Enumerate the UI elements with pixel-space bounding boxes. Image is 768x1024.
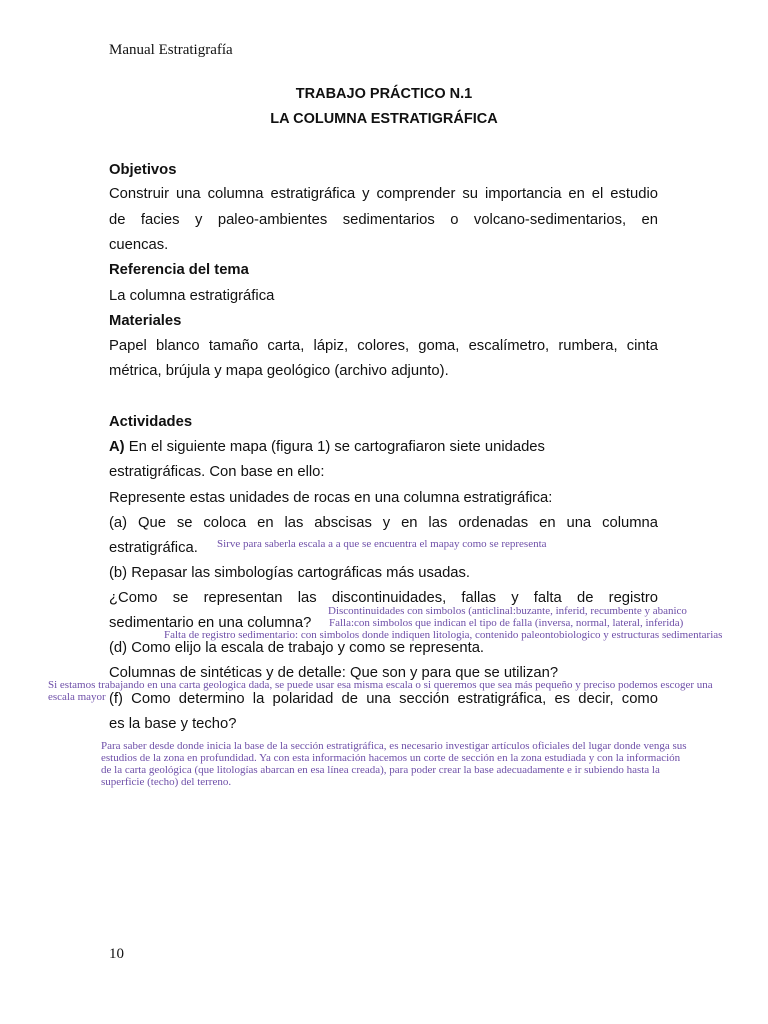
actividades-heading: Actividades	[109, 414, 193, 430]
actividad-a-line-3: Represente estas unidades de rocas en una columna estratigráfica:	[109, 490, 553, 506]
question-a-line-2: estratigráfica.	[109, 540, 198, 556]
annotation-faults: Falla:con simbolos que indican el tipo de falla (inversa, normal, lateral, inferida)	[329, 617, 684, 629]
materiales-line-1: Papel blanco tamaño carta, lápiz, colores, goma, escalímetro, rumbera, cinta	[109, 338, 658, 354]
annotation-polarity-4: superficie (techo) del terreno.	[101, 776, 232, 788]
referencia-text: La columna estratigráfica	[109, 288, 275, 304]
referencia-heading: Referencia del tema	[109, 262, 249, 278]
actividad-a-line-1	[109, 439, 658, 455]
question-c-line-2: sedimentario en una columna?	[109, 615, 312, 631]
question-c-line-1: ¿Como se representan las discontinuidades, fallas y falta de registro	[109, 590, 658, 606]
annotation-scale: Sirve para saberla escala a a que se encuentra el mapay como se representa	[217, 538, 547, 550]
annotation-missing-record: Falta de registro sedimentario: con simbolos donde indiquen litologia, contenido paleontobiologico y estructuras sedimentarias	[164, 629, 723, 641]
question-d: (d) Como elijo la escala de trabajo y como se representa.	[109, 640, 485, 656]
title-stratigraphic-column: LA COLUMNA ESTRATIGRÁFICA	[270, 111, 498, 127]
objetivos-line-2: de facies y paleo-ambientes sedimentarios o volcano-sedimentarios, en	[109, 212, 658, 228]
objetivos-line-1: Construir una columna estratigráfica y comprender su importancia en el estudio	[109, 186, 658, 202]
actividad-a-line-2: estratigráficas. Con base en ello:	[109, 464, 325, 480]
actividad-a-text: En el siguiente mapa (figura 1) se cartografiaron siete unidades	[124, 439, 545, 455]
annotation-polarity-2: estudios de la zona en profundidad. Ya con esta información hacemos un corte de sección en la zona estudiada y con la información	[101, 752, 681, 764]
objetivos-line-3: cuencas.	[109, 237, 169, 253]
question-b: (b) Repasar las simbologías cartográficas más usadas.	[109, 565, 471, 581]
materiales-heading: Materiales	[109, 313, 182, 329]
annotation-work-scale-1: Si estamos trabajando en una carta geologica dada, se puede usar esa misma escala o si queremos que sea más pequeño y preciso podemos escoger una	[48, 679, 713, 691]
question-f-line-2: es la base y techo?	[109, 716, 237, 732]
annotation-polarity-3: de la carta geológica (que litologías abarcan en esa línea creada), para poder crear la base adecuadamente e ir subiendo hasta la	[101, 764, 660, 776]
annotation-work-scale-2: escala mayor	[48, 691, 106, 703]
running-header: Manual Estratigrafía	[109, 42, 233, 58]
title-practical-work: TRABAJO PRÁCTICO N.1	[295, 86, 473, 102]
question-a-line-1: (a) Que se coloca en las abscisas y en las ordenadas en una columna	[109, 515, 658, 531]
page-number: 10	[109, 946, 124, 962]
question-e: Columnas de sintéticas y de detalle: Que son y para que se utilizan?	[109, 665, 559, 681]
annotation-discontinuities: Discontinuidades con simbolos (anticlinal:buzante, inferid, recumbente y abanico	[328, 605, 687, 617]
materiales-line-2: métrica, brújula y mapa geológico (archivo adjunto).	[109, 363, 449, 379]
annotation-polarity-1: Para saber desde donde inicia la base de la sección estratigráfica, es necesario investigar artículos oficiales del lugar donde venga sus	[101, 740, 687, 752]
question-f-line-1: (f) Como determino la polaridad de una sección estratigráfica, es decir, como	[109, 691, 658, 707]
actividad-a-label: A)	[109, 439, 125, 455]
objetivos-heading: Objetivos	[109, 162, 177, 178]
